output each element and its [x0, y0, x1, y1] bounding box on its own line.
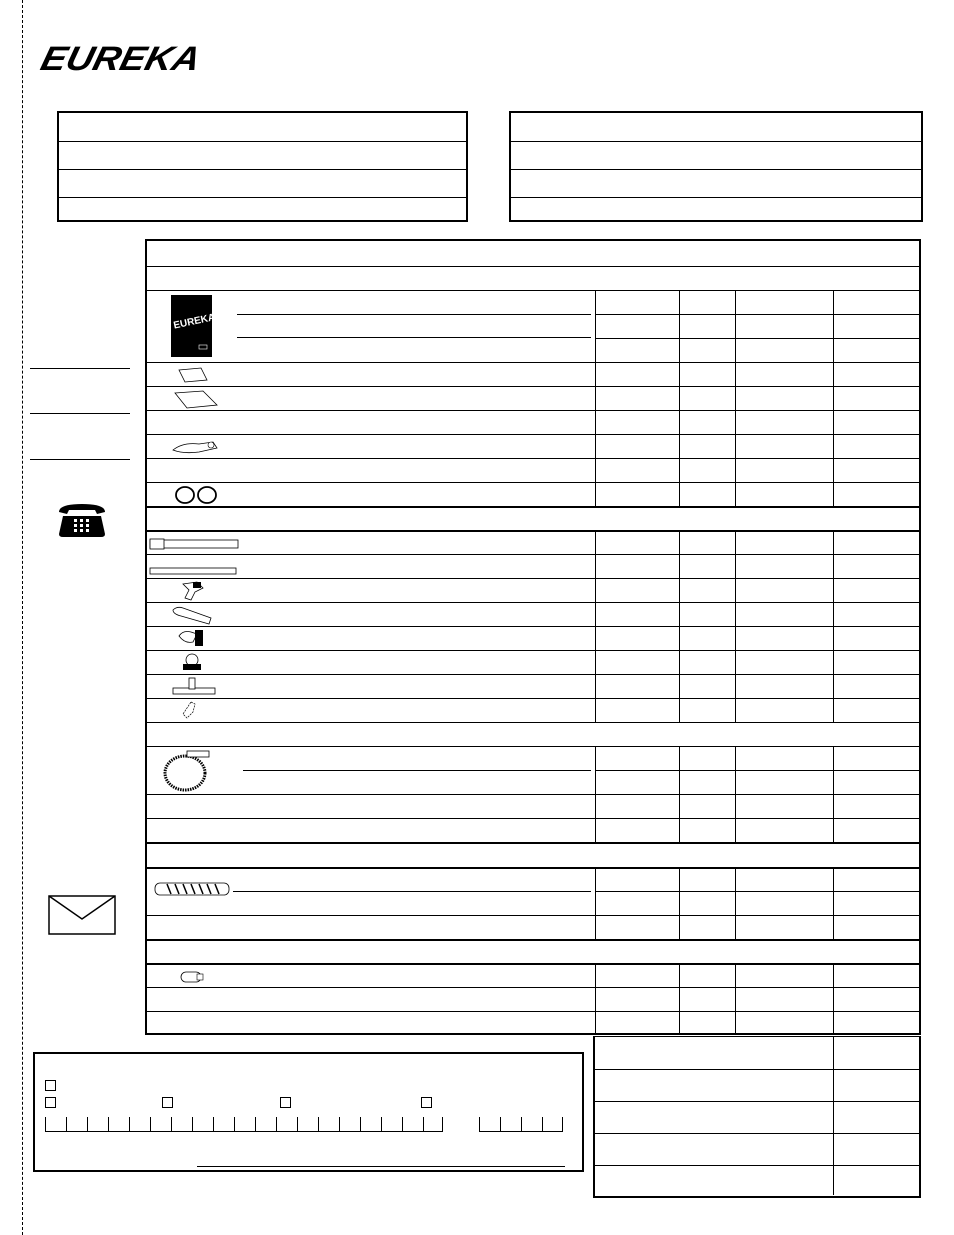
- cell-divider: [735, 291, 736, 314]
- cell-divider: [679, 339, 680, 362]
- cell-divider: [595, 869, 596, 891]
- cell-divider: [679, 916, 680, 939]
- table-row[interactable]: [147, 650, 919, 674]
- totals-table: [593, 1036, 921, 1198]
- cell-divider: [679, 892, 680, 915]
- cell-divider: [735, 579, 736, 602]
- card-number-field[interactable]: [45, 1116, 443, 1132]
- digit-box-divider: [381, 1117, 382, 1131]
- cell-divider: [679, 675, 680, 698]
- table-row[interactable]: [147, 482, 919, 506]
- cell-divider: [679, 819, 680, 842]
- cell-divider: [833, 483, 834, 506]
- cell-divider: [833, 532, 834, 554]
- table-row[interactable]: [147, 434, 919, 458]
- table-row[interactable]: [147, 578, 919, 602]
- cell-divider: [679, 965, 680, 987]
- row-cells: [595, 387, 919, 410]
- row-cells: [595, 651, 919, 674]
- cell-divider: [833, 291, 834, 314]
- cell-divider: [833, 1070, 834, 1101]
- table-row[interactable]: [147, 915, 919, 939]
- eureka-logo: [34, 34, 216, 78]
- payment-checkbox[interactable]: [421, 1097, 432, 1108]
- table-row[interactable]: [147, 794, 919, 818]
- cell-divider: [595, 675, 596, 698]
- digit-box-divider: [213, 1117, 214, 1131]
- row-cells: [595, 770, 919, 794]
- side-line: [30, 368, 130, 369]
- row-cells: [595, 965, 919, 987]
- digit-box-divider: [129, 1117, 130, 1131]
- table-row[interactable]: [147, 458, 919, 482]
- table-row[interactable]: [147, 530, 919, 554]
- cell-divider: [595, 532, 596, 554]
- row-cells: [595, 532, 919, 554]
- expiry-field[interactable]: [479, 1116, 563, 1132]
- cell-divider: [595, 579, 596, 602]
- floor-tool-icon: [169, 676, 219, 698]
- section-header-row: [147, 842, 919, 867]
- cell-divider: [735, 411, 736, 434]
- cell-divider: [735, 627, 736, 650]
- cell-divider: [679, 988, 680, 1011]
- cell-divider: [679, 435, 680, 458]
- cell-divider: [833, 965, 834, 987]
- table-row[interactable]: [147, 987, 919, 1011]
- digit-box-divider: [423, 1117, 424, 1131]
- cell-divider: [595, 603, 596, 626]
- cell-divider: [679, 315, 680, 338]
- address-field-4[interactable]: [59, 198, 466, 226]
- cell-divider: [595, 1012, 596, 1033]
- cell-divider: [679, 627, 680, 650]
- cell-divider: [679, 771, 680, 794]
- envelope-icon: [48, 895, 116, 935]
- digit-box-divider: [66, 1117, 67, 1131]
- cut-line: [22, 0, 23, 1235]
- table-row[interactable]: [147, 746, 919, 770]
- cell-divider: [679, 459, 680, 482]
- cell-divider: [833, 819, 834, 842]
- cell-divider: [833, 315, 834, 338]
- cell-divider: [833, 1012, 834, 1033]
- cell-divider: [679, 1012, 680, 1033]
- bill-to-form: [509, 111, 923, 222]
- cell-divider: [833, 579, 834, 602]
- cell-divider: [833, 387, 834, 410]
- digit-box-divider: [521, 1117, 522, 1131]
- logo-text: EUREKA: [37, 40, 190, 78]
- side-line: [30, 413, 130, 414]
- cell-divider: [735, 795, 736, 818]
- section-header-row: [147, 939, 919, 963]
- cell-divider: [833, 869, 834, 891]
- cell-divider: [833, 747, 834, 770]
- brushroll-icon: [153, 877, 231, 901]
- cell-divider: [833, 892, 834, 915]
- table-row[interactable]: [147, 867, 919, 891]
- cell-divider: [833, 1134, 834, 1165]
- cell-divider: [679, 291, 680, 314]
- cell-divider: [595, 795, 596, 818]
- payment-checkbox[interactable]: [280, 1097, 291, 1108]
- section-header-row: [147, 506, 919, 530]
- totals-row[interactable]: [595, 1101, 919, 1133]
- digit-box-divider: [87, 1117, 88, 1131]
- cell-divider: [735, 892, 736, 915]
- cell-divider: [595, 555, 596, 578]
- table-row[interactable]: [147, 770, 919, 794]
- digit-box-divider: [402, 1117, 403, 1131]
- row-cells: [595, 483, 919, 506]
- cell-divider: [679, 651, 680, 674]
- cell-divider: [595, 339, 596, 362]
- row-cells: [595, 459, 919, 482]
- cell-divider: [735, 699, 736, 722]
- address-field-2[interactable]: [59, 142, 466, 170]
- cell-divider: [679, 411, 680, 434]
- row-cells: [595, 627, 919, 650]
- totals-row[interactable]: [595, 1165, 919, 1195]
- address-field-1[interactable]: [511, 113, 921, 142]
- cell-divider: [735, 387, 736, 410]
- cell-divider: [595, 387, 596, 410]
- table-row[interactable]: [147, 674, 919, 698]
- extension-wand-icon: [149, 562, 237, 570]
- digit-box-divider: [500, 1117, 501, 1131]
- section-subheader-row: [147, 266, 919, 290]
- filter-small-icon: [177, 366, 211, 384]
- side-line: [30, 459, 130, 460]
- table-row[interactable]: [147, 891, 919, 915]
- digit-box-divider: [108, 1117, 109, 1131]
- cell-divider: [679, 363, 680, 386]
- row-cells: [595, 747, 919, 770]
- cell-divider: [735, 1012, 736, 1033]
- hose-coil-icon: [159, 749, 215, 793]
- address-field-1[interactable]: [59, 113, 466, 142]
- cell-divider: [595, 627, 596, 650]
- cell-divider: [833, 435, 834, 458]
- section-header-row: [147, 722, 919, 746]
- upholstery-tool-icon: [175, 628, 209, 650]
- address-field-3[interactable]: [511, 170, 921, 198]
- row-cells: [595, 411, 919, 434]
- cell-divider: [735, 339, 736, 362]
- row-cells: [595, 891, 919, 915]
- cell-divider: [595, 892, 596, 915]
- table-row[interactable]: [147, 626, 919, 650]
- row-cells: [595, 435, 919, 458]
- cell-divider: [833, 411, 834, 434]
- crevice-tool-icon: [169, 604, 217, 626]
- cell-divider: [735, 555, 736, 578]
- cell-divider: [735, 363, 736, 386]
- table-row[interactable]: [147, 698, 919, 722]
- cell-divider: [679, 555, 680, 578]
- row-cells: [595, 699, 919, 722]
- cell-divider: [679, 603, 680, 626]
- cell-divider: [735, 771, 736, 794]
- digit-box-divider: [297, 1117, 298, 1131]
- digit-box-divider: [479, 1117, 480, 1131]
- filter-large-icon: [173, 389, 219, 409]
- digit-box-divider: [318, 1117, 319, 1131]
- row-cells: [595, 338, 919, 362]
- row-cells: [595, 603, 919, 626]
- small-nozzle-icon: [177, 700, 207, 722]
- order-table: [145, 239, 921, 1035]
- cell-divider: [595, 483, 596, 506]
- row-cells: [595, 916, 919, 939]
- cell-divider: [833, 771, 834, 794]
- phone-icon: [55, 500, 109, 538]
- table-row[interactable]: [147, 338, 919, 362]
- signature-line[interactable]: [197, 1166, 565, 1167]
- digit-box-divider: [255, 1117, 256, 1131]
- cell-divider: [679, 387, 680, 410]
- cell-divider: [595, 988, 596, 1011]
- digit-box-divider: [234, 1117, 235, 1131]
- cell-divider: [595, 747, 596, 770]
- cell-divider: [735, 819, 736, 842]
- bag-package-icon: [171, 295, 212, 357]
- table-row[interactable]: [147, 410, 919, 434]
- digit-box-divider: [45, 1117, 46, 1131]
- row-cells: [595, 314, 919, 338]
- section-header-row: [147, 241, 919, 266]
- table-row[interactable]: [147, 362, 919, 386]
- row-cells: [595, 579, 919, 602]
- digit-box-divider: [339, 1117, 340, 1131]
- cell-divider: [833, 699, 834, 722]
- row-cells: [595, 675, 919, 698]
- cell-divider: [595, 819, 596, 842]
- cell-divider: [833, 603, 834, 626]
- cell-divider: [735, 459, 736, 482]
- digit-box-divider: [171, 1117, 172, 1131]
- cell-divider: [735, 532, 736, 554]
- cell-divider: [735, 675, 736, 698]
- cell-divider: [679, 483, 680, 506]
- digit-box-divider: [276, 1117, 277, 1131]
- cell-divider: [833, 1102, 834, 1133]
- row-cells: [595, 869, 919, 891]
- digit-box-divider: [360, 1117, 361, 1131]
- cell-divider: [735, 603, 736, 626]
- address-field-4[interactable]: [511, 198, 921, 226]
- cell-divider: [833, 627, 834, 650]
- cell-divider: [735, 747, 736, 770]
- totals-row[interactable]: [595, 1069, 919, 1101]
- cell-divider: [735, 965, 736, 987]
- row-cells: [595, 363, 919, 386]
- digit-box-divider: [542, 1117, 543, 1131]
- payment-checkbox[interactable]: [162, 1097, 173, 1108]
- cell-divider: [735, 988, 736, 1011]
- cell-divider: [833, 675, 834, 698]
- table-row[interactable]: [147, 290, 919, 332]
- cell-divider: [595, 965, 596, 987]
- cell-divider: [679, 532, 680, 554]
- payment-box: [33, 1052, 584, 1172]
- table-row[interactable]: [147, 602, 919, 626]
- digit-box-divider: [442, 1117, 443, 1131]
- cell-divider: [595, 771, 596, 794]
- cell-divider: [595, 435, 596, 458]
- eureka-logo-art: [34, 34, 216, 78]
- cell-divider: [833, 363, 834, 386]
- cell-divider: [735, 315, 736, 338]
- cell-divider: [833, 339, 834, 362]
- table-row[interactable]: [147, 963, 919, 987]
- table-row[interactable]: [147, 386, 919, 410]
- cell-divider: [833, 795, 834, 818]
- totals-row[interactable]: [595, 1133, 919, 1165]
- cell-divider: [735, 916, 736, 939]
- bulb-icon: [179, 970, 207, 984]
- cell-divider: [735, 869, 736, 891]
- row-cells: [595, 1012, 919, 1033]
- row-cells: [595, 988, 919, 1011]
- row-cells: [595, 795, 919, 818]
- cell-divider: [595, 459, 596, 482]
- cell-divider: [595, 315, 596, 338]
- table-row[interactable]: [147, 554, 919, 578]
- cell-divider: [679, 747, 680, 770]
- cell-divider: [595, 363, 596, 386]
- cell-divider: [679, 795, 680, 818]
- table-row[interactable]: [147, 818, 919, 842]
- digit-box-divider: [150, 1117, 151, 1131]
- cell-divider: [735, 435, 736, 458]
- table-row[interactable]: [147, 314, 919, 338]
- address-field-3[interactable]: [59, 170, 466, 198]
- turbo-brush-icon: [175, 652, 209, 674]
- cell-divider: [833, 988, 834, 1011]
- cell-divider: [595, 291, 596, 314]
- svg-text:EUREKA: EUREKA: [172, 312, 212, 332]
- hose-attachment-icon: [169, 436, 221, 458]
- address-field-2[interactable]: [511, 142, 921, 170]
- digit-box-divider: [192, 1117, 193, 1131]
- totals-row[interactable]: [595, 1037, 919, 1069]
- cell-divider: [679, 699, 680, 722]
- cell-divider: [735, 483, 736, 506]
- digit-box-divider: [562, 1117, 563, 1131]
- row-cells: [595, 291, 919, 314]
- cell-divider: [833, 916, 834, 939]
- belts-icon: [173, 485, 221, 505]
- payment-checkbox[interactable]: [45, 1080, 56, 1091]
- row-cells: [595, 555, 919, 578]
- cell-divider: [595, 699, 596, 722]
- cell-divider: [833, 1037, 834, 1069]
- cell-divider: [595, 411, 596, 434]
- cell-divider: [833, 555, 834, 578]
- cell-divider: [679, 869, 680, 891]
- cell-divider: [735, 651, 736, 674]
- cell-divider: [595, 651, 596, 674]
- ship-to-form: [57, 111, 468, 222]
- cell-divider: [833, 1166, 834, 1195]
- row-cells: [595, 819, 919, 842]
- payment-checkbox[interactable]: [45, 1097, 56, 1108]
- cell-divider: [679, 579, 680, 602]
- cell-divider: [595, 916, 596, 939]
- dusting-brush-icon: [175, 580, 211, 602]
- cell-divider: [833, 651, 834, 674]
- extension-wand-icon: [149, 537, 239, 549]
- table-row[interactable]: [147, 1011, 919, 1033]
- cell-divider: [833, 459, 834, 482]
